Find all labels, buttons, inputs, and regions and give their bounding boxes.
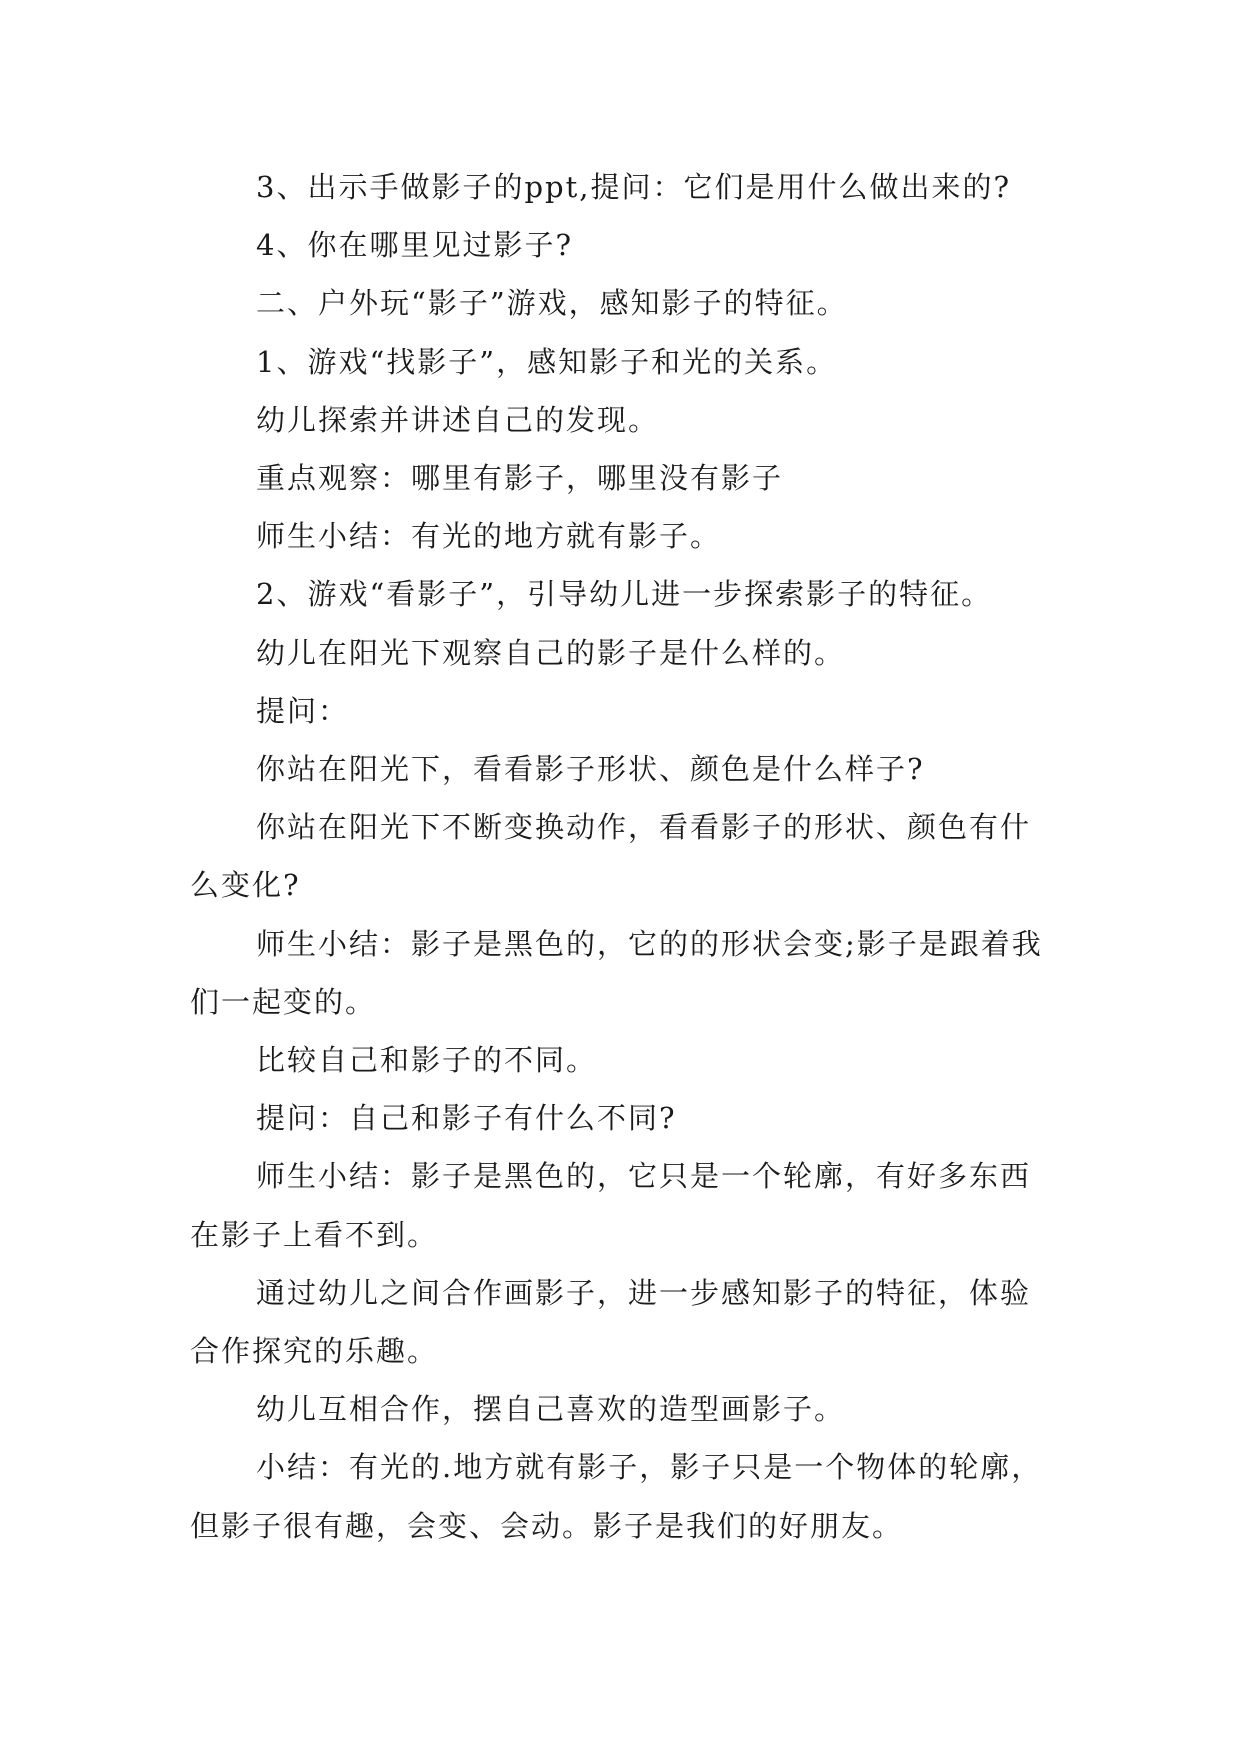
paragraph: 二、户外玩“影子”游戏，感知影子的特征。 — [256, 286, 848, 321]
paragraph: 4、你在哪里见过影子? — [256, 228, 573, 263]
paragraph: 你站在阳光下不断变换动作，看看影子的形状、颜色有什么变化? — [190, 810, 1032, 903]
paragraph: 幼儿互相合作，摆自己喜欢的造型画影子。 — [256, 1392, 846, 1427]
paragraph: 小结：有光的.地方就有影子，影子只是一个物体的轮廓，但影子很有趣，会变、会动。影子是我们的好朋友。 — [190, 1450, 1043, 1543]
paragraph: 你站在阳光下，看看影子形状、颜色是什么样子? — [256, 752, 925, 787]
paragraph: 师生小结：有光的地方就有影子。 — [256, 519, 722, 554]
paragraph: 比较自己和影子的不同。 — [256, 1043, 598, 1078]
paragraph: 幼儿在阳光下观察自己的影子是什么样的。 — [256, 635, 846, 670]
paragraph: 通过幼儿之间合作画影子，进一步感知影子的特征，体验合作探究的乐趣。 — [190, 1275, 1032, 1369]
paragraph: 提问：自己和影子有什么不同? — [256, 1101, 677, 1136]
paragraph: 师生小结：影子是黑色的，它只是一个轮廓，有好多东西在影子上看不到。 — [190, 1159, 1032, 1252]
paragraph: 幼儿探索并讲述自己的发现。 — [256, 402, 660, 437]
paragraph: 重点观察：哪里有影子，哪里没有影子 — [256, 461, 784, 496]
document-body — [190, 158, 1050, 1555]
paragraph: 3、出示手做影子的ppt,提问：它们是用什么做出来的? — [256, 170, 1011, 204]
paragraph: 提问： — [256, 693, 350, 728]
paragraph: 1、游戏“找影子”，感知影子和光的关系。 — [256, 344, 838, 379]
paragraph: 2、游戏“看影子”，引导幼儿进一步探索影子的特征。 — [256, 577, 993, 612]
paragraph: 师生小结：影子是黑色的，它的的形状会变;影子是跟着我们一起变的。 — [190, 926, 1043, 1019]
